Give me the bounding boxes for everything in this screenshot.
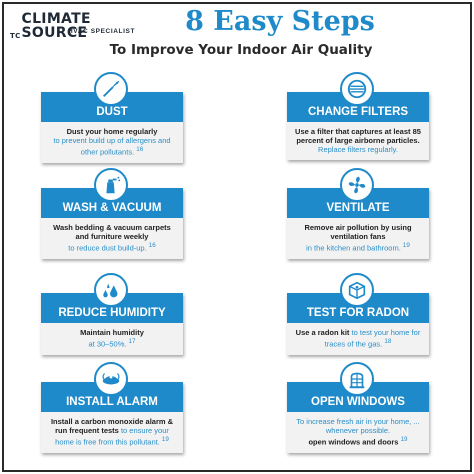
logo-main-text: CLIMATE SOURCE <box>21 11 91 41</box>
step-heading: CHANGE FILTERS <box>287 92 429 122</box>
step-strong-text: Install a carbon monoxide alarm & run frequent tests <box>50 417 174 435</box>
step-body <box>41 323 183 355</box>
step-heading: VENTILATE <box>287 188 429 218</box>
step-light-text: To increase fresh air in your home, ... whenever possible. <box>296 417 420 435</box>
step-strong-text: Wash bedding & vacuum carpets and furniture weekly <box>53 223 171 241</box>
step-strong-text: open windows and doors <box>308 437 399 447</box>
step-reference: 17 <box>128 338 136 345</box>
step-heading: DUST <box>41 92 183 122</box>
step-body <box>41 122 183 163</box>
brand-logo <box>10 12 160 42</box>
step-body <box>41 412 183 453</box>
step-body <box>41 218 183 259</box>
step-strong-text: Use a filter that captures at least 85 percent of large airborne particles. <box>295 127 421 145</box>
radon-box-icon <box>340 273 374 307</box>
logo-prefix: TC <box>10 32 21 40</box>
step-light-text: in the kitchen and bathroom. <box>306 243 401 253</box>
step-strong-text: Use a radon kit <box>295 328 350 337</box>
step-strong-text: Maintain humidity <box>80 328 144 337</box>
step-heading: REDUCE HUMIDITY <box>41 293 183 323</box>
logo-subtitle: HVAC SPECIALIST <box>68 28 136 35</box>
humidity-icon <box>94 273 128 307</box>
step-heading: WASH & VACUUM <box>41 188 183 218</box>
alarm-icon <box>94 362 128 396</box>
step-light-text: at 30–50%. <box>88 339 127 349</box>
step-reference: 16 <box>148 242 156 249</box>
step-reference: 18 <box>384 338 392 345</box>
step-heading: OPEN WINDOWS <box>287 382 429 412</box>
step-strong-text: Dust your home regularly <box>66 127 158 136</box>
step-body <box>287 122 429 160</box>
step-body <box>287 323 429 355</box>
step-heading: INSTALL ALARM <box>41 382 183 412</box>
page-title: 8 Easy Steps <box>185 6 375 37</box>
step-strong-text: Remove air pollution by using ventilation fans <box>304 223 412 241</box>
step-heading: TEST FOR RADON <box>287 293 429 323</box>
step-light-text: to ensure your home is free from this pollutant. <box>55 426 169 447</box>
fan-icon <box>340 168 374 202</box>
spray-bottle-icon <box>94 168 128 202</box>
step-reference: 16 <box>136 146 144 153</box>
step-light-text: Replace filters regularly. <box>318 145 398 154</box>
filter-icon <box>340 72 374 106</box>
step-reference: 19 <box>400 436 408 443</box>
step-light-text: to reduce dust build-up. <box>68 243 147 253</box>
step-body <box>287 218 429 259</box>
step-body <box>287 412 429 453</box>
step-reference: 19 <box>402 242 410 249</box>
duster-icon <box>94 72 128 106</box>
step-reference: 19 <box>161 436 169 443</box>
step-light-text: to test your home for traces of the gas. <box>324 328 421 349</box>
page-subtitle: To Improve Your Indoor Air Quality <box>109 42 373 58</box>
step-light-text: to prevent build up of allergens and other pollutants. <box>53 136 171 157</box>
window-icon <box>340 362 374 396</box>
